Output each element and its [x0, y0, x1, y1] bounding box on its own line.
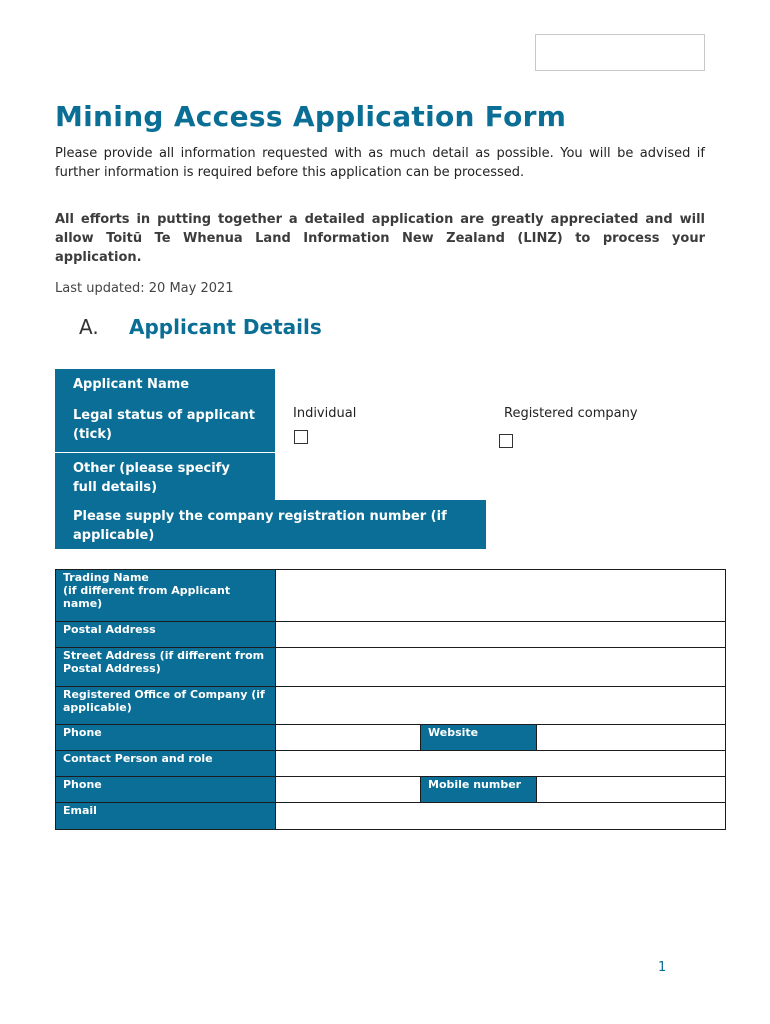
website-label: Website	[421, 725, 537, 751]
section-title: Applicant Details	[129, 315, 322, 339]
other-status-field[interactable]	[275, 453, 725, 500]
street-address-label: Street Address (if different from Postal Address)	[56, 648, 276, 687]
intro-paragraph: Please provide all information requested with as much detail as possible. You will be advised if further information is required before this application can be processed.	[55, 146, 705, 180]
email-field[interactable]	[276, 803, 726, 830]
postal-address-field[interactable]	[276, 622, 726, 648]
registered-office-label: Registered Office of Company (if applicable)	[56, 687, 276, 725]
table-row	[56, 777, 726, 803]
trading-name-label-text: Trading Name (if different from Applicant name)	[63, 571, 231, 610]
table-row	[56, 622, 726, 648]
legal-status-label-text: Legal status of applicant (tick)	[73, 408, 255, 442]
postal-address-label: Postal Address	[56, 622, 276, 648]
street-address-field[interactable]	[276, 648, 726, 687]
phone-label: Phone	[56, 725, 276, 751]
mobile-number-field[interactable]	[537, 777, 726, 803]
registered-office-field[interactable]	[276, 687, 726, 725]
individual-checkbox[interactable]	[294, 430, 308, 444]
emphasis-paragraph: All efforts in putting together a detailed application are greatly appreciated and will allow Toitū Te Whenua Land Information New Zealand (LINZ) to process your application.	[55, 212, 705, 265]
phone-field[interactable]	[276, 725, 421, 751]
section-number: A.	[79, 315, 99, 339]
applicant-name-label	[55, 369, 275, 400]
applicant-name-field[interactable]	[275, 369, 725, 400]
company-option-label: Registered company	[504, 406, 638, 421]
phone-2-label: Phone	[56, 777, 276, 803]
contact-details-table	[55, 569, 726, 830]
contact-person-label: Contact Person and role	[56, 751, 276, 777]
last-updated-text: Last updated: 20 May 2021	[55, 281, 234, 296]
company-registration-field[interactable]	[486, 500, 725, 549]
company-registration-label	[55, 500, 486, 549]
mobile-number-label: Mobile number	[421, 777, 537, 803]
company-checkbox[interactable]	[499, 434, 513, 448]
other-status-label-text: Other (please specify full details)	[73, 461, 230, 495]
applicant-name-label-text: Applicant Name	[73, 377, 190, 392]
table-row	[56, 751, 726, 777]
page-title: Mining Access Application Form	[55, 100, 567, 133]
table-row	[56, 725, 726, 751]
company-registration-label-text: Please supply the company registration number (if applicable)	[73, 509, 447, 543]
table-row	[56, 687, 726, 725]
website-field[interactable]	[537, 725, 726, 751]
other-status-label	[55, 453, 275, 500]
trading-name-label	[56, 570, 276, 622]
email-label: Email	[56, 803, 276, 830]
contact-person-field[interactable]	[276, 751, 726, 777]
trading-name-field[interactable]	[276, 570, 726, 622]
table-row	[56, 803, 726, 830]
page-number: 1	[658, 960, 667, 975]
table-row	[56, 570, 726, 622]
reference-number-box[interactable]	[535, 34, 705, 71]
phone-2-field[interactable]	[276, 777, 421, 803]
table-row	[56, 648, 726, 687]
individual-option-label: Individual	[293, 406, 357, 421]
legal-status-label	[55, 400, 275, 452]
